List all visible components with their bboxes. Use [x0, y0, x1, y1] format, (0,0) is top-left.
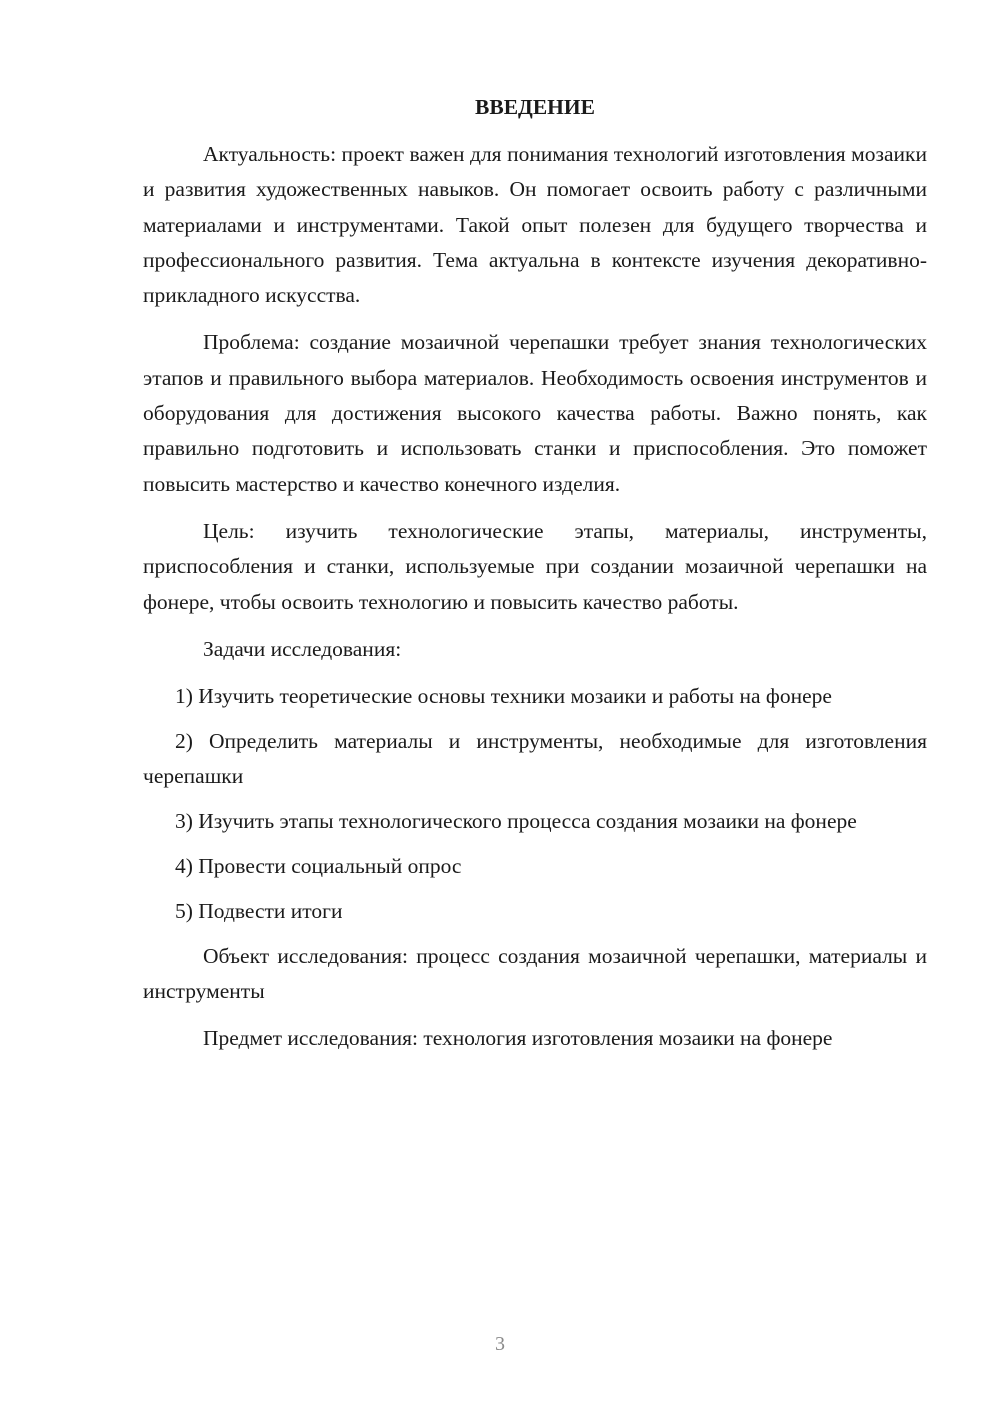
page-number: 3 — [495, 1333, 505, 1355]
page-title: ВВЕДЕНИЕ — [475, 95, 595, 119]
tasks-heading: Задачи исследования: — [203, 636, 402, 661]
paragraph-goal: Цель: изучить технологические этапы, материалы, инструменты, приспособления и станки, используемые при создании мозаичной черепашки на фонере, чтобы освоить технологию и повысить качество работы. — [143, 518, 927, 614]
document-page — [143, 90, 927, 1069]
task-item-1: 1) Изучить теоретические основы техники мозаики и работы на фонере — [175, 683, 832, 708]
task-item-4: 4) Провести социальный опрос — [175, 853, 462, 878]
paragraph-relevance: Актуальность: проект важен для понимания технологий изготовления мозаики и развития художественных навыков. Он помогает освоить работу с различными материалами и инструментами. Такой опыт полезен для будущего творчества и профессионального развития. Тема актуальна в контексте изучения декоративно-прикладного искусства. — [143, 142, 927, 308]
paragraph-problem: Проблема: создание мозаичной черепашки требует знания технологических этапов и правильного выбора материалов. Необходимость освоения инструментов и оборудования для достижения высокого качества работы. Важно понять, как правильно подготовить и использовать станки и приспособления. Это поможет повысить мастерство и качество конечного изделия. — [143, 330, 927, 496]
task-item-2: 2) Определить материалы и инструменты, необходимые для изготовления черепашки — [143, 728, 927, 788]
task-item-3: 3) Изучить этапы технологического процесса создания мозаики на фонере — [175, 808, 857, 833]
paragraph-subject: Предмет исследования: технология изготовления мозаики на фонере — [203, 1026, 833, 1051]
paragraph-object: Объект исследования: процесс создания мозаичной черепашки, материалы и инструменты — [143, 943, 927, 1004]
task-item-5: 5) Подвести итоги — [175, 898, 343, 923]
